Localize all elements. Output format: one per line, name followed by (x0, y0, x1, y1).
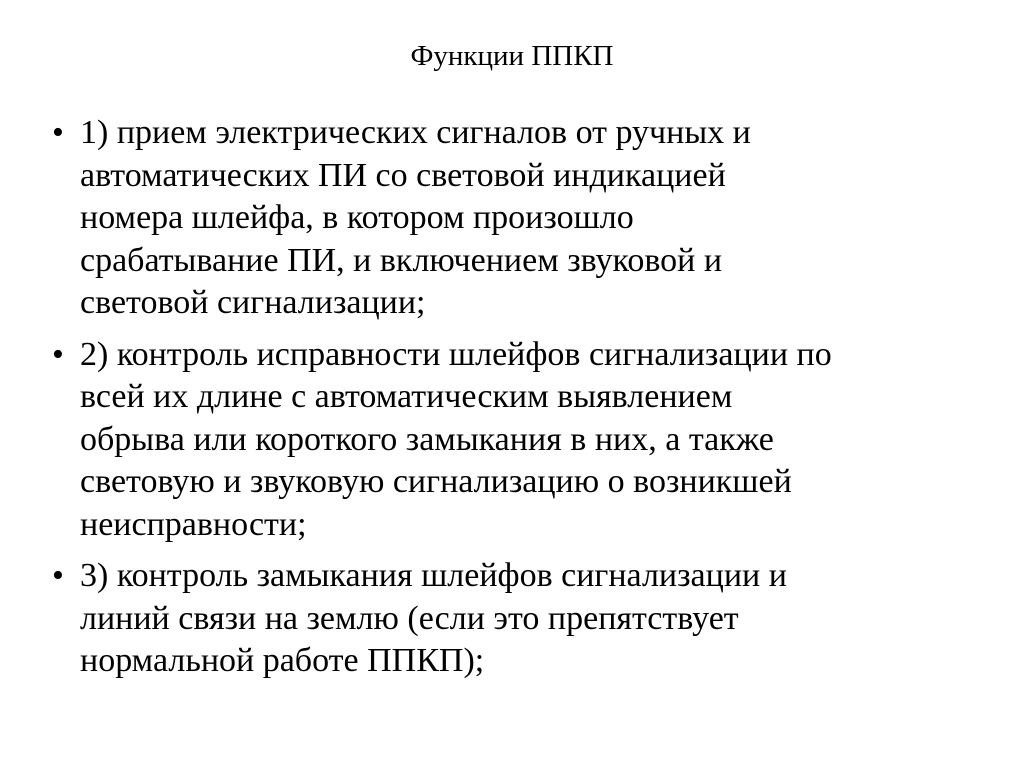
bullet-line: неисправности; (80, 505, 307, 543)
list-item (52, 334, 992, 547)
bullet-line: обрыва или короткого замыкания в них, а также (80, 420, 774, 458)
bullet-icon: • (52, 335, 64, 373)
bullet-line: всей их длине с автоматическим выявлением (80, 378, 733, 415)
bullet-line: срабатывание ПИ, и включением звуковой и (80, 241, 723, 279)
bullet-line: автоматических ПИ со световой индикацией (80, 156, 726, 194)
bullet-line: 3) контроль замыкания шлейфов сигнализации и (80, 557, 787, 594)
bullet-icon: • (52, 114, 64, 151)
bullet-line: 1) прием электрических сигналов от ручных и (80, 114, 751, 151)
bullet-icon: • (52, 557, 64, 594)
bullet-list (52, 112, 992, 692)
list-item (52, 555, 992, 683)
list-item (52, 112, 992, 325)
bullet-line: световой сигнализации; (80, 284, 426, 321)
bullet-line: номера шлейфа, в котором произошло (80, 199, 634, 236)
bullet-line: световую и звуковую сигнализацию о возникшей (80, 463, 792, 500)
bullet-line: 2) контроль исправности шлейфов сигнализации по (80, 335, 832, 373)
slide-title: Функции ППКП (410, 40, 614, 72)
bullet-line: нормальной работе ППКП); (80, 642, 485, 679)
bullet-line: линий связи на землю (если это препятствует (80, 599, 739, 637)
